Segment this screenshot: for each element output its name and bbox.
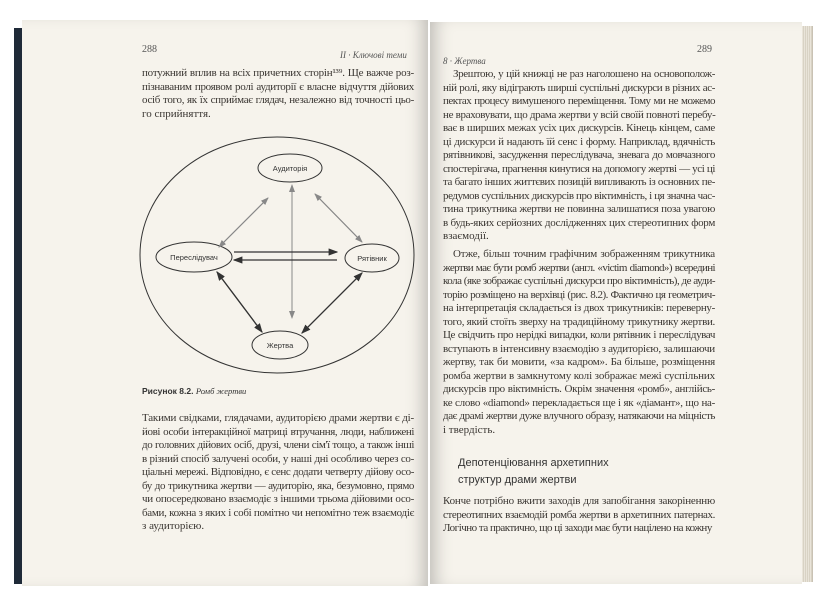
text-line: тина трикутника жертви не повинна залишатися поза увагою — [443, 203, 715, 215]
text-line: на інтерпретація складається із двох трикутників: переверну- — [443, 302, 715, 314]
text-line: ке слово «diamond» перекладається ще і як «діамант», що на- — [443, 396, 715, 409]
text-line: редумов суспільних дискурсів про віктимність, і ця значна час- — [443, 189, 715, 202]
paragraph — [142, 412, 414, 534]
node-top — [258, 154, 322, 182]
text-line: торію розміщено на верхівці (рис. 8.2). Фактично ця геометрич- — [443, 288, 715, 301]
text-line: ній ролі, яку відіграють ширші суспільні дискурси в різних ас- — [443, 81, 715, 94]
text-line: бу до трикутника жертви — аудиторію, яка, безумовно, прямо — [142, 479, 414, 492]
section-heading — [458, 455, 609, 489]
text-line: з аудиторією. — [142, 520, 205, 532]
triangle-arrows — [217, 252, 362, 333]
page-number: 289 — [697, 44, 712, 55]
caption-label: Рисунок 8.2. — [142, 386, 194, 396]
text-line: ціальні мережі. Відповідно, є сенс додати четверту дійову осо- — [142, 466, 414, 478]
text-line: бами, кожна з яких і собі помітно чи непомітно теж взаємодіє — [142, 506, 414, 519]
node-label: Жертва — [266, 341, 294, 350]
text-line: і твердість. — [443, 423, 496, 436]
victim-diamond-figure — [122, 130, 428, 382]
text-line: ромба жертви в замкнутому колі зображає межі суспільних — [443, 369, 716, 382]
node-left — [156, 242, 232, 272]
node-bottom — [252, 331, 308, 359]
text-line: Це свідчить про нерідкі випадки, коли рятівник і переслідувач — [443, 329, 715, 341]
text-line: чи опосередковано взаємодіє з іншими трьома дійовими осо- — [142, 493, 414, 505]
text-line: пізнаваним проявом ролі аудиторії є власне відчуття дійових — [142, 80, 414, 93]
text-line: ває в ширших межах усіх цих дискурсів. Кінець кінцем, саме — [443, 122, 715, 134]
text-line: го сприйняття. — [142, 107, 211, 120]
book-spine-edge — [14, 28, 22, 584]
text-line: ці дискурси й надають їй сенс і форму. Наприклад, вдячність — [443, 135, 715, 148]
paragraph — [142, 67, 414, 121]
node-right — [345, 244, 399, 272]
node-label: Рятівник — [357, 254, 387, 263]
text-line: спостерігача, прагнення кинутися на допомогу жертві — усі ці — [443, 162, 715, 175]
text-line: пектах процесу вимушеного переміщення. Тому ми не можемо — [443, 95, 715, 107]
text-line: Зрештою, у цій книжці не раз наголошено на основополож- — [453, 68, 715, 80]
left-page — [22, 20, 428, 586]
text-line: Логічно та практично, що ці заходи має бути націлено на кожну — [443, 522, 712, 534]
heading-line: Депотенціювання архетипних — [458, 457, 609, 469]
running-head: II · Ключові теми — [340, 50, 407, 60]
text-line: не враховувати, що драма жертви у всій своїй повноті перебу- — [443, 108, 716, 121]
text-line: потужний вплив на всіх причетних сторін¹³⁹. Ще важче роз- — [142, 67, 414, 79]
text-line: Отже, більш точним графічним зображенням трикутника — [453, 248, 715, 260]
text-line: дає драмі жертви дуже влучного образу, натякаючи на міцність — [443, 410, 715, 422]
text-line: дискурсів про віктимність. Окрім значення «ромб», англійсь- — [443, 383, 715, 395]
right-page — [430, 22, 802, 584]
paragraph — [443, 68, 715, 244]
text-line: вступають в інтенсивну взаємодію з аудиторією, залишаючи — [443, 342, 715, 355]
figure-caption — [142, 386, 246, 396]
text-line: йові особи інтеракційної матриці втручання, люди, наближені — [142, 425, 414, 438]
page-number: 288 — [142, 44, 157, 55]
node-label: Аудиторія — [272, 164, 308, 173]
paragraph — [443, 248, 715, 437]
text-line: кола (яке зображає суспільні дискурси про віктимність), де ауди- — [443, 275, 715, 287]
paragraph — [443, 495, 715, 536]
running-head: 8 · Жертва — [443, 56, 486, 66]
text-line: того, який стоїть зверху на традиційному трикутнику жертви. — [443, 315, 715, 328]
text-line: осіб того, як їх сприймає глядач, незалежно від точності цьо- — [142, 94, 414, 106]
text-line: стереотипних взаємодій ромба жертви в архетипних патернах. — [443, 508, 715, 521]
text-line: Конче потрібно вжити заходів для запобігання закоріненню — [443, 495, 715, 507]
text-line: взаємодії. — [443, 230, 489, 242]
caption-title: Ромб жертви — [195, 386, 247, 396]
heading-line: структур драми жертви — [458, 474, 577, 486]
node-label: Переслідувач — [170, 253, 218, 262]
text-line: в різний спосіб залучені особи, у наші дні особливо через со- — [142, 452, 414, 465]
text-line: в будь-яких серйозних дослідженнях цих стереотипних форм — [443, 216, 715, 229]
text-line: жертву, так би мовити, «за кадром». Ба більше, розміщення — [443, 356, 715, 368]
text-line: та багато інших життєвих позицій випливають із основних пе- — [443, 176, 715, 188]
text-line: Такими свідками, глядачами, аудиторією драми жертви є ді- — [142, 412, 414, 424]
text-line: рятівникові, засудження переслідувача, зневага до мовчазного — [443, 149, 715, 161]
text-line: жертви має бути ромб жертви (англ. «victim diamond») всередині — [443, 261, 715, 274]
text-line: до головних дійових осіб, друзі, члени сім'ї тощо, а також інші — [142, 439, 414, 451]
